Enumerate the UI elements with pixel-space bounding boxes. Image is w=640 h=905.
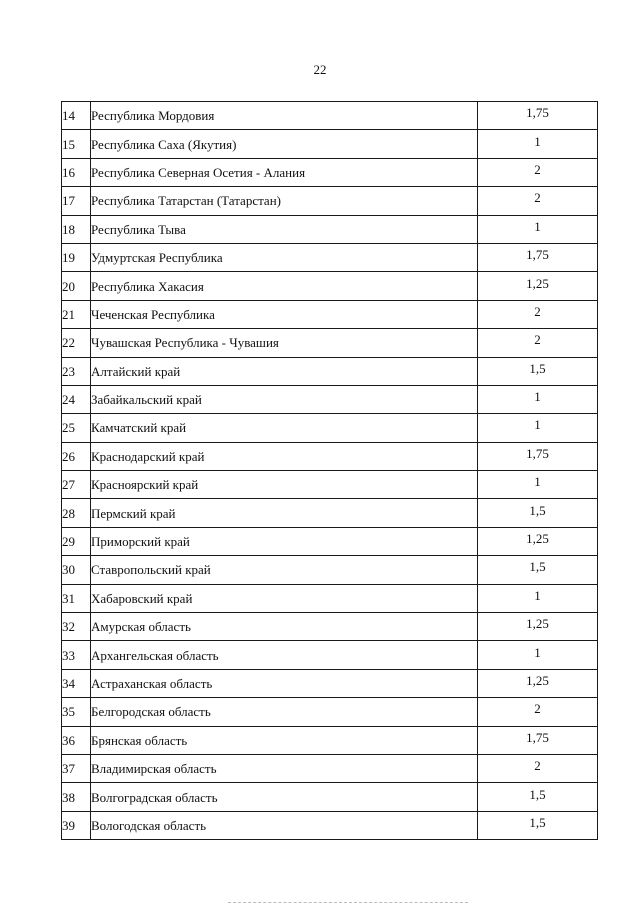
coefficient-cell: [478, 669, 598, 697]
coefficient-value: 2: [534, 303, 541, 319]
row-number: 35: [62, 698, 91, 726]
coefficient-value: 2: [534, 332, 541, 348]
table-row: [62, 669, 598, 697]
region-name: Республика Татарстан (Татарстан): [91, 187, 478, 215]
coefficient-value: 1,5: [529, 360, 546, 376]
row-number: 30: [62, 556, 91, 584]
row-number: 38: [62, 783, 91, 811]
coefficient-cell: [478, 527, 598, 555]
region-name: Краснодарский край: [91, 442, 478, 470]
coefficient-cell: [478, 613, 598, 641]
coefficient-cell: [478, 414, 598, 442]
row-number: 34: [62, 669, 91, 697]
coefficient-value: 1,75: [526, 105, 549, 121]
region-name: Удмуртская Республика: [91, 243, 478, 271]
table-row: [62, 130, 598, 158]
row-number: 36: [62, 726, 91, 754]
region-name: Чеченская Республика: [91, 300, 478, 328]
row-number: 33: [62, 641, 91, 669]
coefficient-cell: [478, 584, 598, 612]
coefficient-cell: [478, 811, 598, 839]
region-name: Хабаровский край: [91, 584, 478, 612]
row-number: 16: [62, 158, 91, 186]
region-name: Ставропольский край: [91, 556, 478, 584]
coefficient-cell: [478, 102, 598, 130]
coefficient-value: 1,25: [526, 275, 549, 291]
coefficient-value: 1,25: [526, 673, 549, 688]
coefficient-value: 1: [534, 587, 541, 603]
coefficient-value: 2: [534, 161, 541, 177]
coefficient-cell: [478, 471, 598, 499]
region-name: Республика Мордовия: [91, 102, 478, 130]
table-row: [62, 414, 598, 442]
coefficient-value: 2: [534, 190, 541, 206]
coefficient-cell: [478, 783, 598, 811]
table-row: [62, 641, 598, 669]
region-name: Алтайский край: [91, 357, 478, 385]
coefficient-value: 1: [534, 474, 541, 490]
coefficient-value: 1: [534, 218, 541, 234]
region-name: Республика Хакасия: [91, 272, 478, 300]
region-name: Забайкальский край: [91, 385, 478, 413]
table-row: [62, 215, 598, 243]
coefficient-cell: [478, 556, 598, 584]
table-row: [62, 102, 598, 130]
table-row: [62, 556, 598, 584]
coefficient-cell: [478, 726, 598, 754]
region-name: Владимирская область: [91, 754, 478, 782]
table-row: [62, 442, 598, 470]
table-row: [62, 499, 598, 527]
region-name: Астраханская область: [91, 669, 478, 697]
coefficient-value: 1: [534, 644, 541, 660]
coefficient-value: 1,5: [529, 559, 546, 575]
coefficient-cell: [478, 385, 598, 413]
region-name: Архангельская область: [91, 641, 478, 669]
row-number: 31: [62, 584, 91, 612]
coefficient-cell: [478, 243, 598, 271]
row-number: 22: [62, 329, 91, 357]
table-row: [62, 754, 598, 782]
coefficient-cell: [478, 187, 598, 215]
row-number: 17: [62, 187, 91, 215]
region-name: Красноярский край: [91, 471, 478, 499]
row-number: 32: [62, 613, 91, 641]
table-row: [62, 783, 598, 811]
table-row: [62, 300, 598, 328]
row-number: 21: [62, 300, 91, 328]
table-row: [62, 527, 598, 555]
table-row: [62, 584, 598, 612]
row-number: 25: [62, 414, 91, 442]
coefficient-value: 1,75: [526, 445, 549, 461]
row-number: 23: [62, 357, 91, 385]
region-name: Камчатский край: [91, 414, 478, 442]
region-name: Республика Саха (Якутия): [91, 130, 478, 158]
coefficient-cell: [478, 357, 598, 385]
row-number: 18: [62, 215, 91, 243]
row-number: 27: [62, 471, 91, 499]
region-name: Республика Тыва: [91, 215, 478, 243]
region-name: Приморский край: [91, 527, 478, 555]
row-number: 14: [62, 102, 91, 130]
region-name: Пермский край: [91, 499, 478, 527]
coefficient-cell: [478, 130, 598, 158]
coefficient-cell: [478, 698, 598, 726]
table-row: [62, 613, 598, 641]
row-number: 19: [62, 243, 91, 271]
table-row: [62, 329, 598, 357]
table-row: [62, 698, 598, 726]
coefficient-value: 1,75: [526, 247, 549, 263]
table-row: [62, 811, 598, 839]
page-number: 22: [313, 62, 327, 77]
coefficient-value: 1: [534, 389, 541, 405]
table-row: [62, 385, 598, 413]
row-number: 24: [62, 385, 91, 413]
region-name: Вологодская область: [91, 811, 478, 839]
table-body: [62, 102, 598, 840]
region-name: Чувашская Республика - Чувашия: [91, 329, 478, 357]
coefficient-cell: [478, 272, 598, 300]
table-row: [62, 272, 598, 300]
row-number: 37: [62, 754, 91, 782]
coefficient-value: 1,5: [529, 502, 546, 518]
region-name: Белгородская область: [91, 698, 478, 726]
coefficient-cell: [478, 754, 598, 782]
coefficient-value: 1: [534, 133, 541, 149]
region-name: Брянская область: [91, 726, 478, 754]
table-row: [62, 471, 598, 499]
table-row: [62, 187, 598, 215]
region-name: Республика Северная Осетия - Алания: [91, 158, 478, 186]
row-number: 28: [62, 499, 91, 527]
coefficient-value: 1,75: [526, 729, 549, 745]
table-row: [62, 357, 598, 385]
regions-table: [61, 101, 598, 840]
coefficient-value: 2: [534, 758, 541, 774]
row-number: 15: [62, 130, 91, 158]
coefficient-value: 2: [534, 701, 541, 717]
row-number: 26: [62, 442, 91, 470]
coefficient-cell: [478, 215, 598, 243]
coefficient-cell: [478, 158, 598, 186]
coefficient-cell: [478, 499, 598, 527]
coefficient-cell: [478, 300, 598, 328]
coefficient-cell: [478, 442, 598, 470]
row-number: 20: [62, 272, 91, 300]
region-name: Амурская область: [91, 613, 478, 641]
coefficient-cell: [478, 641, 598, 669]
coefficient-value: 1,25: [526, 616, 549, 632]
coefficient-cell: [478, 329, 598, 357]
coefficient-value: 1,5: [529, 786, 546, 802]
coefficient-value: 1,5: [529, 814, 546, 830]
scan-edge-line: [228, 902, 468, 903]
coefficient-value: 1: [534, 417, 541, 433]
table-row: [62, 726, 598, 754]
table-row: [62, 243, 598, 271]
table-row: [62, 158, 598, 186]
coefficient-value: 1,25: [526, 531, 549, 547]
row-number: 29: [62, 527, 91, 555]
region-name: Волгоградская область: [91, 783, 478, 811]
row-number: 39: [62, 811, 91, 839]
